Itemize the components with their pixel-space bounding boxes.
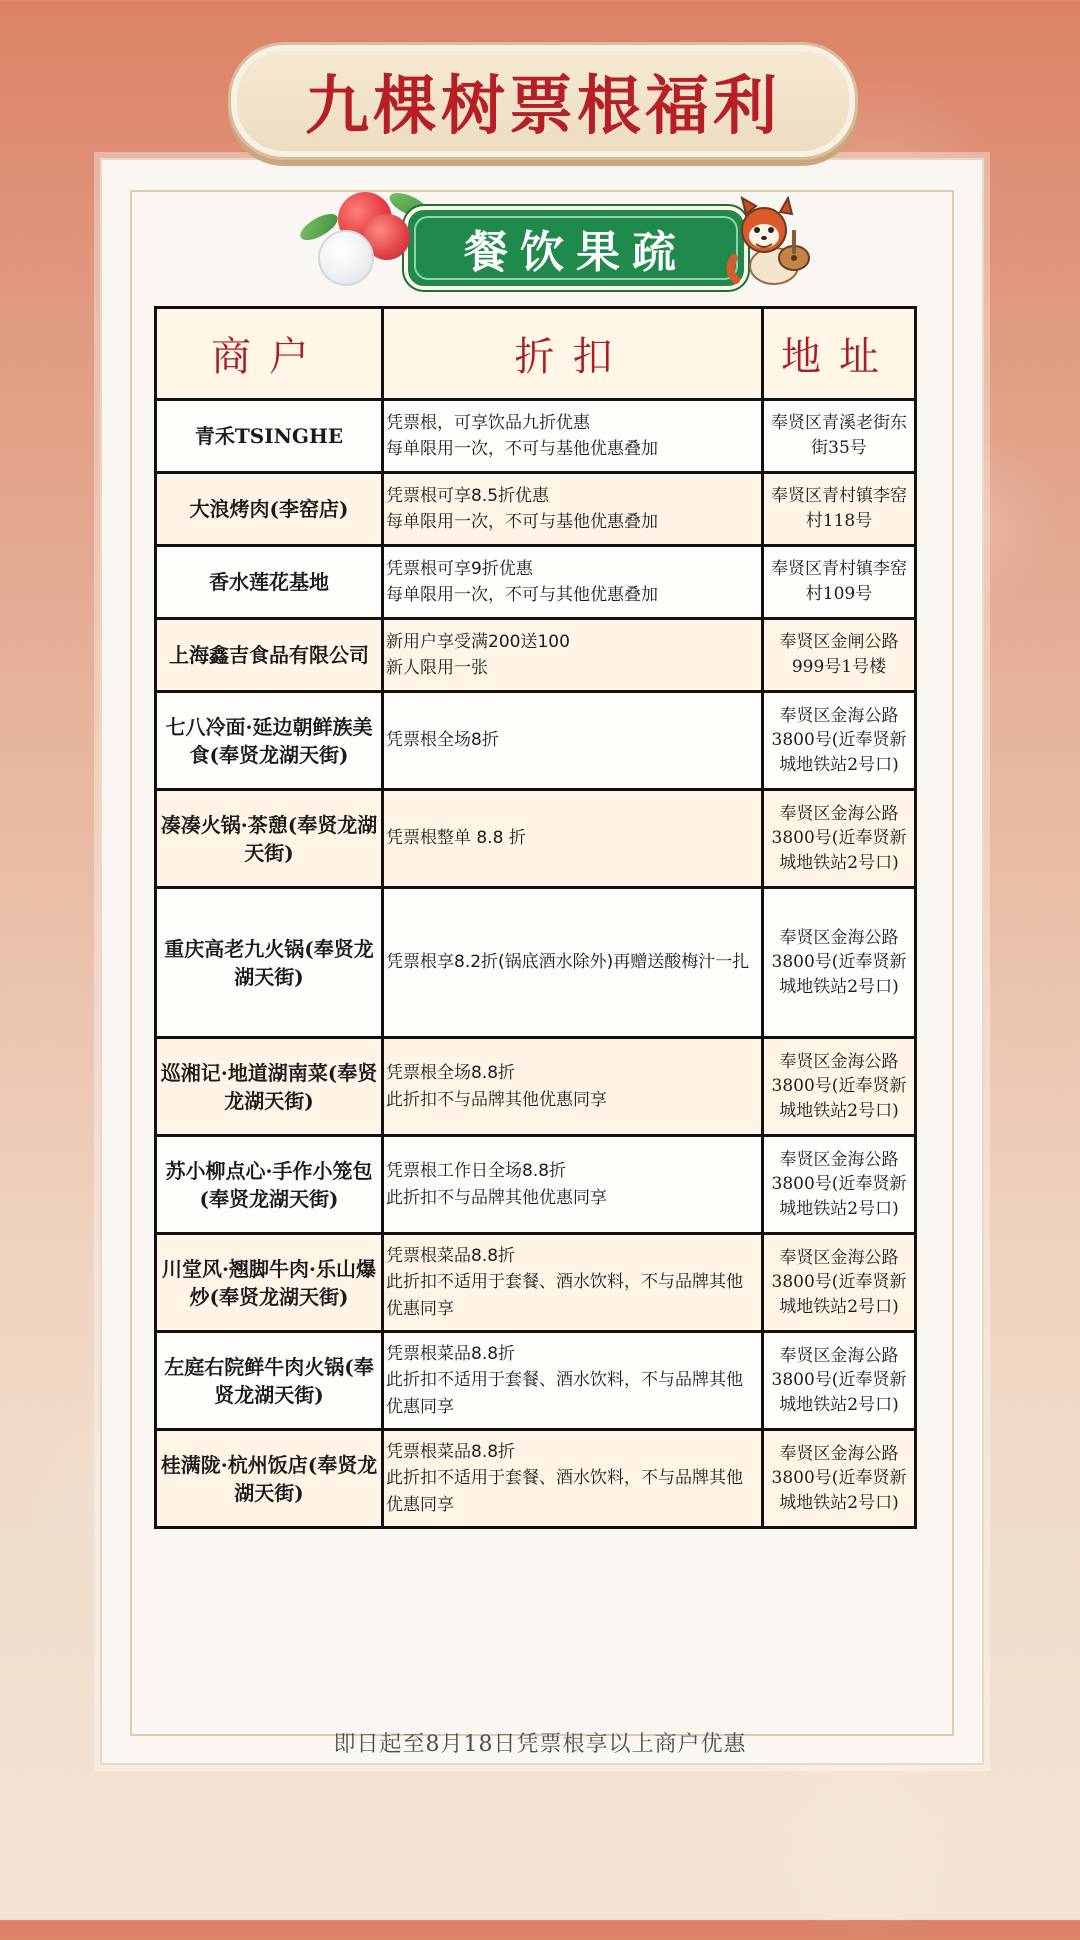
address-text: 奉贤区金海公路3800号(近奉贤新城地铁站2号口) xyxy=(763,1038,916,1136)
discount-text: 凭票根享8.2折(锅底酒水除外)再赠送酸梅汁一扎 xyxy=(383,888,763,1038)
address-text: 奉贤区金海公路3800号(近奉贤新城地铁站2号口) xyxy=(763,1332,916,1430)
discount-text: 凭票根全场8.8折 此折扣不与品牌其他优惠同享 xyxy=(383,1038,763,1136)
table-header-row xyxy=(156,308,916,400)
merchant-table-wrapper xyxy=(154,306,914,1529)
address-text: 奉贤区金海公路3800号(近奉贤新城地铁站2号口) xyxy=(763,888,916,1038)
column-header-merchant: 商户 xyxy=(156,308,383,400)
merchant-name: 川堂风·翘脚牛肉·乐山爆炒(奉贤龙湖天街) xyxy=(156,1234,383,1332)
lychee-peeled-icon xyxy=(318,230,374,286)
discount-text: 新用户享受满200送100 新人限用一张 xyxy=(383,619,763,692)
address-text: 奉贤区青溪老街东街35号 xyxy=(763,400,916,473)
merchant-name: 凑凑火锅·茶憩(奉贤龙湖天街) xyxy=(156,790,383,888)
table-row xyxy=(156,1430,916,1528)
table-row xyxy=(156,790,916,888)
discount-text: 凭票根菜品8.8折 此折扣不适用于套餐、酒水饮料，不与品牌其他优惠同享 xyxy=(383,1332,763,1430)
discount-text: 凭票根整单 8.8 折 xyxy=(383,790,763,888)
table-row xyxy=(156,1038,916,1136)
address-text: 奉贤区金海公路3800号(近奉贤新城地铁站2号口) xyxy=(763,1234,916,1332)
title-banner xyxy=(228,42,858,160)
merchant-name: 香水莲花基地 xyxy=(156,546,383,619)
discount-text: 凭票根菜品8.8折 此折扣不适用于套餐、酒水饮料，不与品牌其他优惠同享 xyxy=(383,1430,763,1528)
table-row xyxy=(156,692,916,790)
merchant-name: 重庆高老九火锅(奉贤龙湖天街) xyxy=(156,888,383,1038)
red-panda-mascot-icon xyxy=(722,196,818,290)
merchant-name: 青禾TSINGHE xyxy=(156,400,383,473)
column-header-address: 地址 xyxy=(763,308,916,400)
table-row xyxy=(156,888,916,1038)
address-text: 奉贤区金海公路3800号(近奉贤新城地铁站2号口) xyxy=(763,1136,916,1234)
merchant-name: 七八冷面·延边朝鲜族美食(奉贤龙湖天街) xyxy=(156,692,383,790)
address-text: 奉贤区青村镇李窑村118号 xyxy=(763,473,916,546)
address-text: 奉贤区金海公路3800号(近奉贤新城地铁站2号口) xyxy=(763,1430,916,1528)
merchant-name: 桂满陇·杭州饭店(奉贤龙湖天街) xyxy=(156,1430,383,1528)
section-banner xyxy=(404,206,748,290)
table-row xyxy=(156,619,916,692)
address-text: 奉贤区金海公路3800号(近奉贤新城地铁站2号口) xyxy=(763,692,916,790)
table-row xyxy=(156,400,916,473)
merchant-name: 左庭右院鲜牛肉火锅(奉贤龙湖天街) xyxy=(156,1332,383,1430)
merchant-name: 大浪烤肉(李窑店) xyxy=(156,473,383,546)
merchant-name: 上海鑫吉食品有限公司 xyxy=(156,619,383,692)
merchant-name: 巡湘记·地道湖南菜(奉贤龙湖天街) xyxy=(156,1038,383,1136)
discount-text: 凭票根可享9折优惠 每单限用一次，不可与其他优惠叠加 xyxy=(383,546,763,619)
discount-text: 凭票根菜品8.8折 此折扣不适用于套餐、酒水饮料，不与品牌其他优惠同享 xyxy=(383,1234,763,1332)
page-title: 九棵树票根福利 xyxy=(305,69,781,144)
table-row xyxy=(156,1332,916,1430)
merchant-table xyxy=(154,306,917,1529)
table-row xyxy=(156,546,916,619)
footer-note: 即日起至8月18日凭票根享以上商户优惠 xyxy=(333,1732,747,1757)
table-row xyxy=(156,473,916,546)
section-title: 餐饮果疏 xyxy=(464,227,688,278)
discount-text: 凭票根可享8.5折优惠 每单限用一次，不可与基他优惠叠加 xyxy=(383,473,763,546)
address-text: 奉贤区青村镇李窑村109号 xyxy=(763,546,916,619)
discount-text: 凭票根，可享饮品九折优惠 每单限用一次，不可与基他优惠叠加 xyxy=(383,400,763,473)
discount-text: 凭票根全场8折 xyxy=(383,692,763,790)
merchant-name: 苏小柳点心·手作小笼包(奉贤龙湖天街) xyxy=(156,1136,383,1234)
column-header-discount: 折扣 xyxy=(383,308,763,400)
address-text: 奉贤区金海公路3800号(近奉贤新城地铁站2号口) xyxy=(763,790,916,888)
address-text: 奉贤区金闸公路999号1号楼 xyxy=(763,619,916,692)
discount-text: 凭票根工作日全场8.8折 此折扣不与品牌其他优惠同享 xyxy=(383,1136,763,1234)
table-row xyxy=(156,1136,916,1234)
table-row xyxy=(156,1234,916,1332)
